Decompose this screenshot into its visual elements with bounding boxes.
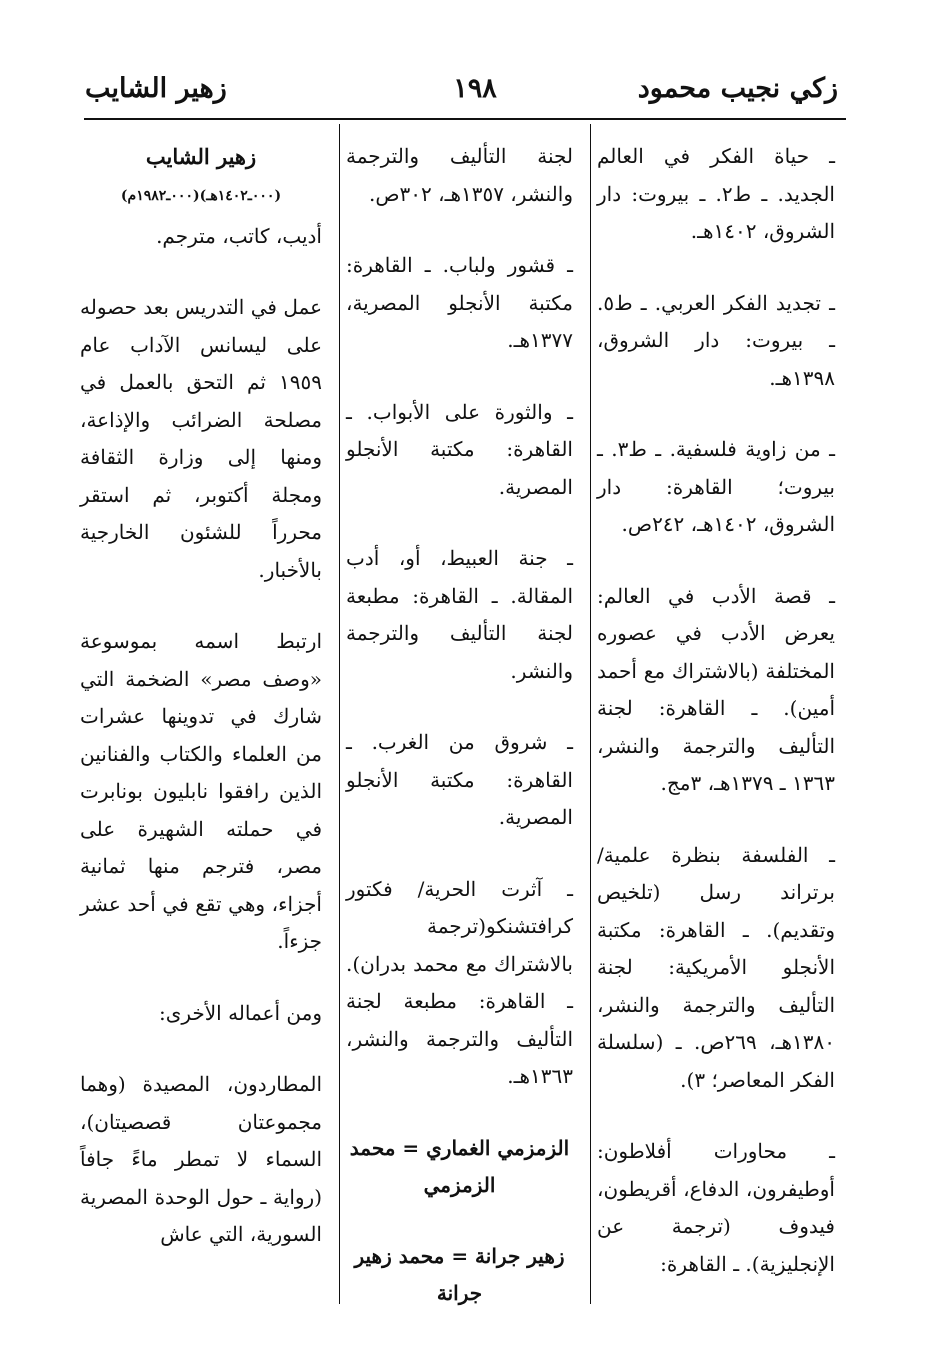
biography-dates: (٠٠٠ـ١٤٠٢هـ)(٠٠٠ـ١٩٨٢م) [120, 187, 282, 204]
bibliography-entry: لجنة التأليف والترجمة والنشر، ١٣٥٧هـ، ٣٠٢ص. [346, 144, 573, 206]
bibliography-entry: ـ جنة العبيط، أو، أدب المقالة. ـ القاهرة: مطبعة لجنة التأليف والترجمة والنشر. [346, 546, 573, 683]
column-right [597, 138, 835, 1317]
column-left [80, 138, 322, 1288]
bibliography-entry: ـ شروق من الغرب. ـ القاهرة: مكتبة الأنجلو المصرية. [346, 730, 573, 829]
works-heading: ومن أعماله الأخرى: [158, 1000, 322, 1025]
page-number: ١٩٨ [453, 73, 497, 104]
works-paragraph: المطاردون، المصيدة (وهما مجموعتان قصصيتان)، السماء لا تمطر ماءً جافاً (رواية ـ حول الوحدة المصرية السورية، التي عاش [80, 1072, 322, 1246]
cross-reference: زهير جرانة = محمد زهير جرانة [354, 1243, 565, 1305]
bibliography-entry: ـ تجديد الفكر العربي. ـ ط٥. ـ بيروت: دار الشروق، ١٣٩٨هـ. [597, 290, 835, 390]
column-divider-left [339, 124, 340, 1304]
header-rule [84, 118, 846, 120]
biography-title: زهير الشايب [145, 144, 257, 169]
bibliography-entry: ـ قشور ولباب. ـ القاهرة: مكتبة الأنجلو المصرية، ١٣٧٧هـ. [346, 253, 573, 352]
running-header-subject: زهير الشايب [85, 73, 227, 104]
bibliography-entry: ـ محاورات أفلاطون: أوطيفرون، الدفاع، أقريطون، فيدوف (ترجمة عن الإنجليزية). ـ القاهرة: [597, 1139, 835, 1276]
biography-role: أديب، كاتب، مترجم. [156, 223, 322, 248]
cross-reference: الزمزمي الغماري = محمد الزمزمي [349, 1135, 570, 1197]
bibliography-entry: ـ قصة الأدب في العالم: يعرض الأدب في عصوره المختلفة (بالاشتراك مع أحمد أمين). ـ القاهرة: لجنة التأليف والترجمة والنشر، ١٣٦٣ ـ ١٣٧٩هـ، ٣مج. [597, 583, 835, 795]
bibliography-entry: ـ من زاوية فلسفية. ـ ط٣. ـ بيروت؛ القاهرة: دار الشروق، ١٤٠٢هـ، ٢٤٢ص. [597, 437, 836, 536]
running-header-author: زكي نجيب محمود [637, 73, 838, 104]
biography-paragraph: ارتبط اسمه بموسوعة «وصف مصر» الضخمة التي شارك في تدوينها عشرات من العلماء والكتاب والفنانين الذين رافقوا نابليون بونابرت في حملته الشهيرة على مصر، فترجم منها ثمانية أجزاء، وهي تقع في أحد عشر جزءاً. [80, 629, 322, 953]
column-middle [346, 138, 573, 1346]
bibliography-entry: ـ والثورة على الأبواب. ـ القاهرة: مكتبة الأنجلو المصرية. [346, 399, 573, 499]
biography-paragraph: عمل في التدريس بعد حصوله على ليسانس الآداب عام ١٩٥٩ ثم التحق بالعمل في مصلحة الضرائب والإذاعة، ومنها إلى وزارة الثقافة ومجلة أكتوبر، ثم استقر محرراً للشئون الخارجية بالأخبار. [80, 295, 322, 582]
bibliography-entry: ـ حياة الفكر في العالم الجديد. ـ ط٢. ـ بيروت: دار الشروق، ١٤٠٢هـ. [597, 144, 835, 243]
bibliography-entry: ـ آثرت الحرية/ فكتور كرافتشنكو(ترجمة بالاشتراك مع محمد بدران). ـ القاهرة: مطبعة لجنة التأليف والترجمة والنشر، ١٣٦٣هـ. [346, 876, 573, 1088]
column-divider-right [590, 124, 591, 1304]
bibliography-entry: ـ الفلسفة بنظرة علمية/ برتراند رسل (تلخيص وتقديم). ـ القاهرة: مكتبة الأنجلو الأمريكية: لجنة التأليف والترجمة والنشر، ١٣٨٠هـ، ٢٦٩ص. ـ (سلسلة الفكر المعاصر؛ ٣). [597, 842, 835, 1092]
